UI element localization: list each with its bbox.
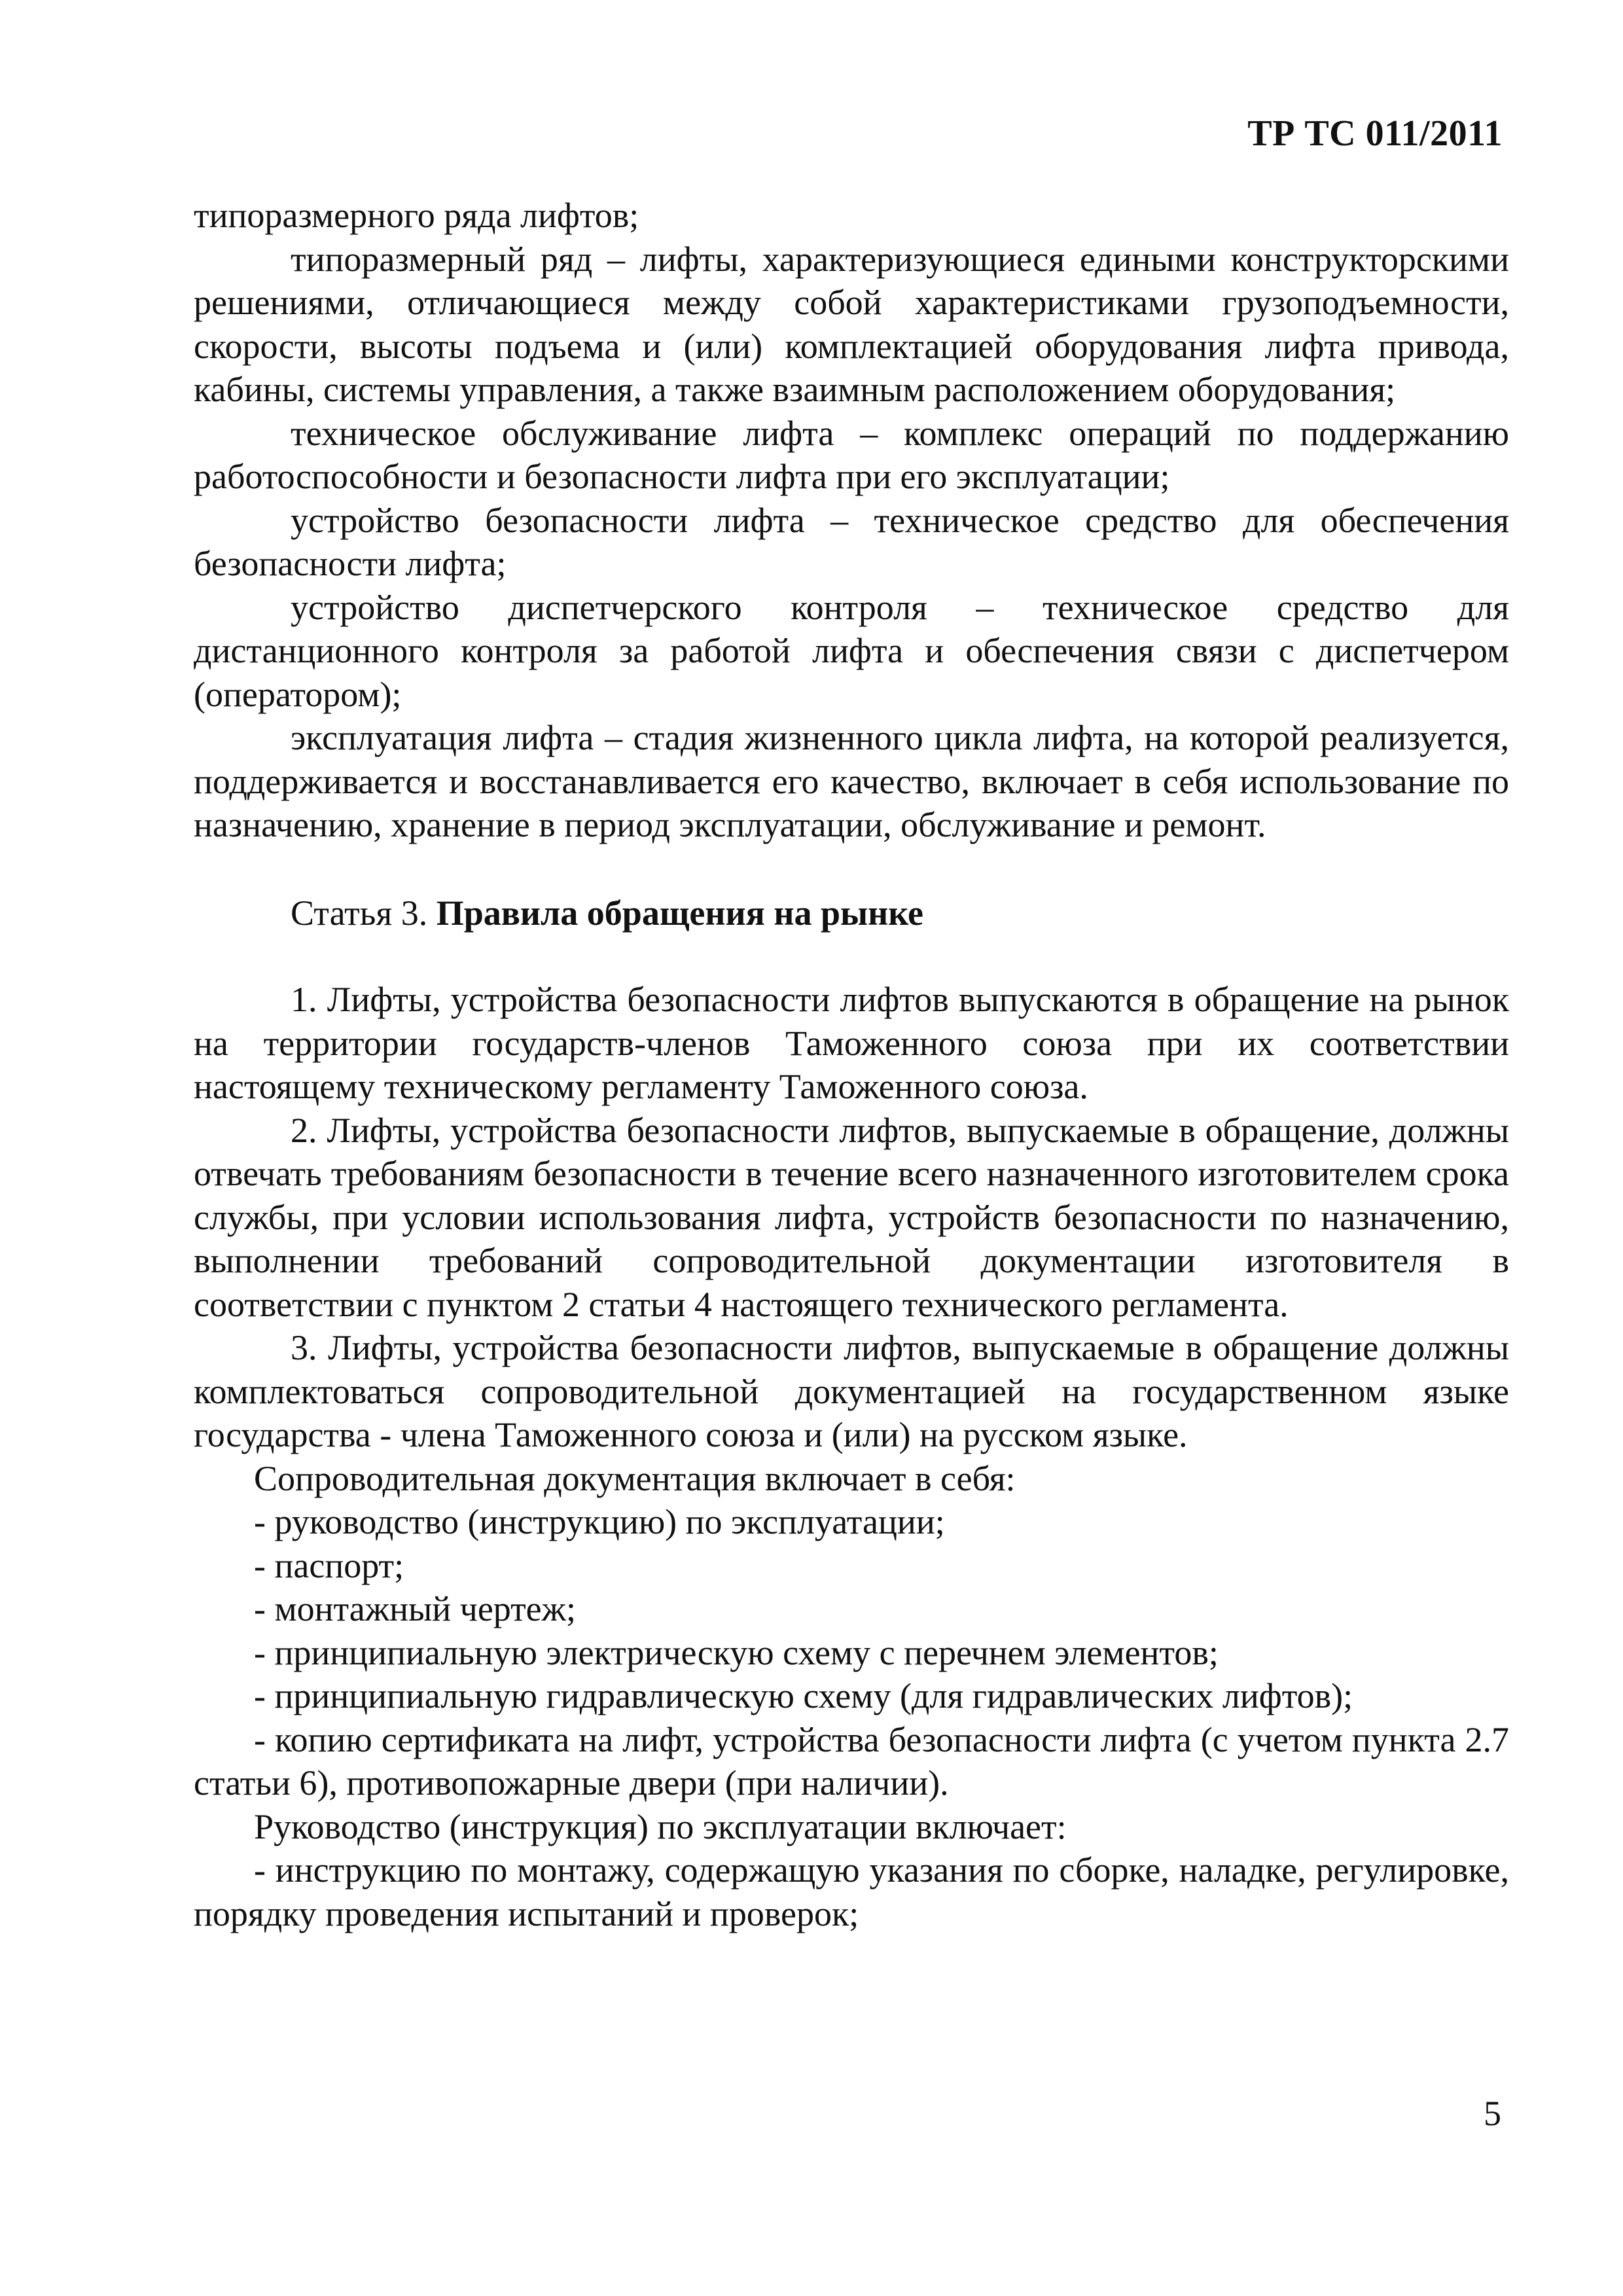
docs-list-item: - руководство (инструкцию) по эксплуатации; [254,1502,945,1541]
definition-operation: эксплуатация лифта – стадия жизненного цикла лифта, на которой реализуется, поддерживается и восстанавливается его качество, включает в себя использование по назначению, хранение в период эксплуатации, обслуживание и ремонт. [194,718,1509,844]
page-number: 5 [1484,2094,1501,2133]
manual-list-item: - инструкцию по монтажу, содержащую указания по сборке, наладке, регулировке, порядку проведения испытаний и проверок; [194,1850,1509,1933]
document-body [194,194,1509,1935]
docs-intro: Сопроводительная документация включает в себя: [254,1458,1016,1498]
docs-list-item: - паспорт; [254,1545,404,1585]
article-item-1: 1. Лифты, устройства безопасности лифтов выпускаются в обращение на рынок на территории государств-членов Таможенного союза при их соответствии настоящему техническому регламенту Таможенного союза. [194,980,1509,1106]
docs-list-item: - принципиальную электрическую схему с перечнем элементов; [254,1632,1219,1672]
definition-typesize-range: типоразмерный ряд – лифты, характеризующиеся едиными конструкторскими решениями, отличающиеся между собой характеристиками грузоподъемности, скорости, высоты подъема и (или) комплектацией оборудования лифта привода, кабины, системы управления, а также взаимным расположением оборудования; [194,239,1509,409]
definition-safety-device: устройство безопасности лифта – техническое средство для обеспечения безопасности лифта; [194,500,1509,583]
definition-dispatch-control: устройство диспетчерского контроля – техническое средство для дистанционного контроля за работой лифта и обеспечения связи с диспетчером (оператором); [194,587,1509,714]
paragraph-continuation: типоразмерного ряда лифтов; [194,196,639,235]
docs-list-item: - принципиальную гидравлическую схему (для гидравлических лифтов); [254,1676,1353,1715]
manual-intro: Руководство (инструкция) по эксплуатации включает: [254,1806,1067,1846]
article-item-3: 3. Лифты, устройства безопасности лифтов, выпускаемые в обращение должны комплектоваться сопроводительной документацией на государственном языке государства - члена Таможенного союза и (или) на русском языке. [194,1328,1509,1454]
docs-list-item: - монтажный чертеж; [254,1589,576,1628]
definition-maintenance: техническое обслуживание лифта – комплекс операций по поддержанию работоспособности и безопасности лифта при его эксплуатации; [194,413,1509,496]
article-label: Статья 3. [291,893,437,933]
article-title: Правила обращения на рынке [436,893,923,933]
article-item-2: 2. Лифты, устройства безопасности лифтов, выпускаемые в обращение, должны отвечать требованиям безопасности в течение всего назначенного изготовителем срока службы, при условии использования лифта, устройств безопасности по назначению, выполнении требований сопроводительной документации изготовителя в соответствии с пунктом 2 статьи 4 настоящего технического регламента. [194,1110,1509,1324]
docs-list-item: - копию сертификата на лифт, устройства безопасности лифта (с учетом пункта 2.7 статьи 6), противопожарные двери (при наличии). [194,1719,1509,1803]
document-id-header: ТР ТС 011/2011 [1247,113,1503,154]
article-heading [194,891,1509,935]
